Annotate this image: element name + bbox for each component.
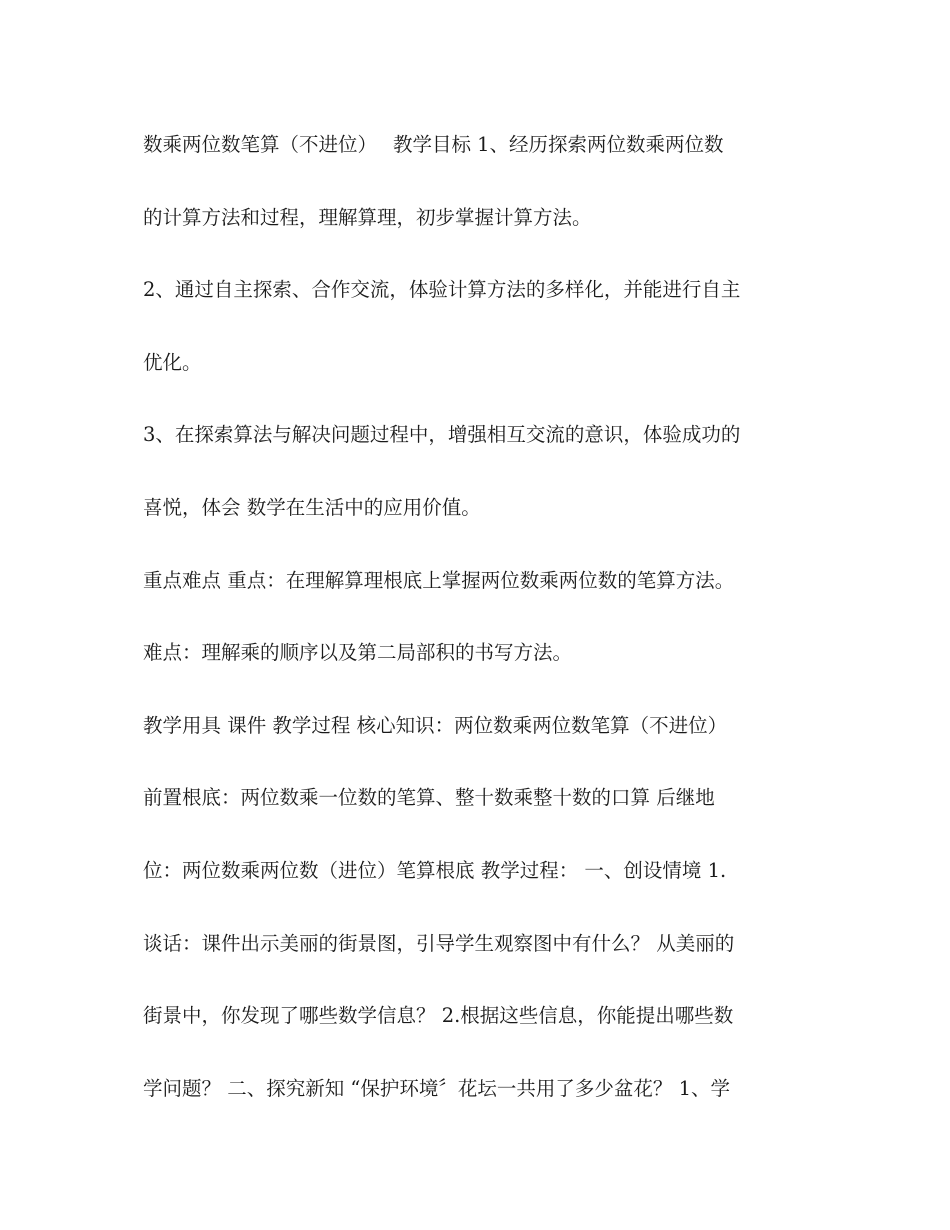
text-line-12: 谈话：课件出示美丽的街景图，引导学生观察图中有什么？ 从美丽的 bbox=[143, 931, 735, 955]
text-line-7: 重点难点 重点：在理解算理根底上掌握两位数乘两位数的笔算方法。 bbox=[143, 568, 735, 592]
text-line-11: 位：两位数乘两位数（进位）笔算根底 教学过程： 一、创设情境 1. bbox=[143, 858, 727, 882]
text-line-6: 喜悦，体会 数学在生活中的应用价值。 bbox=[143, 495, 481, 519]
text-line-4: 优化。 bbox=[143, 350, 202, 374]
text-line-5: 3、在探索算法与解决问题过程中，增强相互交流的意识，体验成功的 bbox=[143, 423, 741, 447]
text-line-1: 数乘两位数笔算（不进位） 教学目标 1、经历探索两位数乘两位数 bbox=[143, 133, 724, 156]
text-line-10: 前置根底：两位数乘一位数的笔算、整十数乘整十数的口算 后继地 bbox=[143, 786, 715, 810]
text-line-3: 2、通过自主探索、合作交流，体验计算方法的多样化，并能进行自主 bbox=[143, 278, 741, 302]
document-body bbox=[143, 123, 813, 1139]
text-line-13: 街景中，你发现了哪些数学信息？ 2.根据这些信息，你能提出哪些数 bbox=[143, 1004, 734, 1028]
text-line-14: 学问题？ 二、探究新知 “保护环境〞花坛一共用了多少盆花？ 1、学 bbox=[143, 1076, 730, 1100]
text-line-2: 的计算方法和过程，理解算理，初步掌握计算方法。 bbox=[143, 205, 592, 229]
text-line-9: 教学用具 课件 教学过程 核心知识：两位数乘两位数笔算（不进位） bbox=[143, 713, 728, 737]
text-line-8: 难点：理解乘的顺序以及第二局部积的书写方法。 bbox=[143, 641, 573, 665]
